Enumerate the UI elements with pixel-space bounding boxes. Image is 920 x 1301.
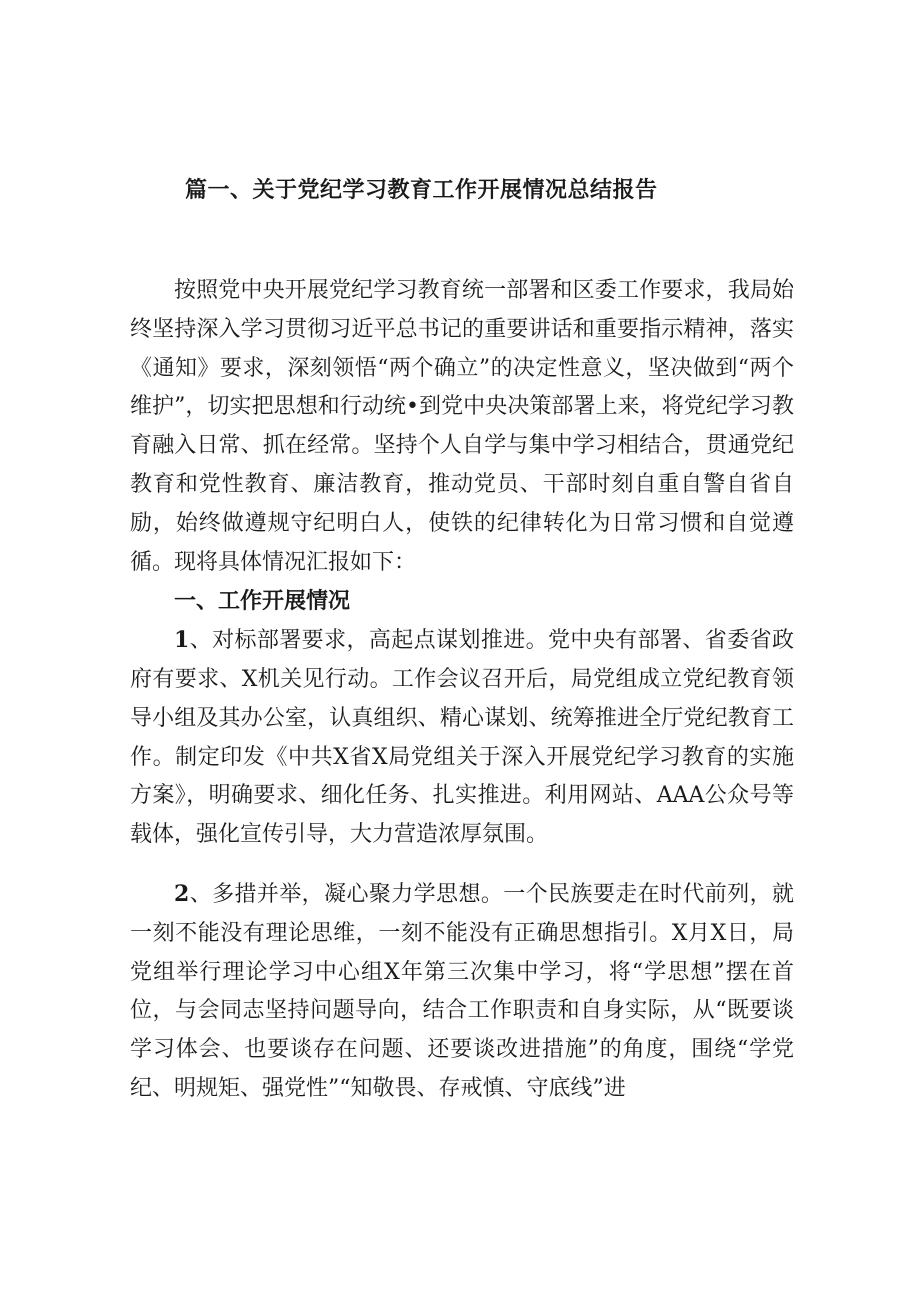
section-heading-work-progress: 一、工作开展情况: [174, 588, 351, 615]
item-paragraph-1: [130, 621, 794, 855]
document-body: [130, 272, 794, 1109]
item-text-1: 、对标部署要求，高起点谋划推进。党中央有部署、省委省政府有要求、X机关见行动。工作会议召开后，局党组成立党纪教育领导小组及其办公室，认真组织、精心谋划、统筹推进全厅党纪教育工作。制定印发《中共X省X局党组关于深入开展党纪学习教育的实施方案》，明确要求、细化任务、扎实推进。利用网站、AAA公众号等载体，强化宣传引导，大力营造浓厚氛围。: [130, 628, 794, 848]
item-number-1: 1: [174, 627, 190, 654]
intro-paragraph: 按照党中央开展党纪学习教育统一部署和区委工作要求，我局始终坚持深入学习贯彻习近平总书记的重要讲话和重要指示精神，落实《通知》要求，深刻领悟“两个确立”的决定性意义，坚决做到“两个维护”，切实把思想和行动统•到党中央决策部署上来，将党纪学习教育融入日常、抓在经常。坚持个人自学与集中学习相结合，贯通党纪教育和党性教育、廉洁教育，推动党员、干部时刻自重自警自省自励，始终做遵规守纪明白人，使铁的纪律转化为日常习惯和自觉遵循。现将具体情况汇报如下：: [130, 278, 794, 575]
item-paragraph-2: [130, 875, 794, 1109]
document-title: 篇一、关于党纪学习教育工作开展情况总结报告: [185, 177, 658, 203]
item-text-2: 、多措并举，凝心聚力学思想。一个民族要走在时代前列，就一刻不能没有理论思维，一刻不能没有正确思想指引。X月X日，局党组举行理论学习中心组X年第三次集中学习，将“学思想”摆在首位，与会同志坚持问题导向，结合工作职责和自身实际，从“既要谈学习体会、也要谈存在问题、还要谈改进措施”的角度，围绕“学党纪、明规矩、强党性”“知敬畏、存戒慎、守底线”进: [130, 881, 794, 1101]
item-number-2: 2: [174, 880, 190, 907]
